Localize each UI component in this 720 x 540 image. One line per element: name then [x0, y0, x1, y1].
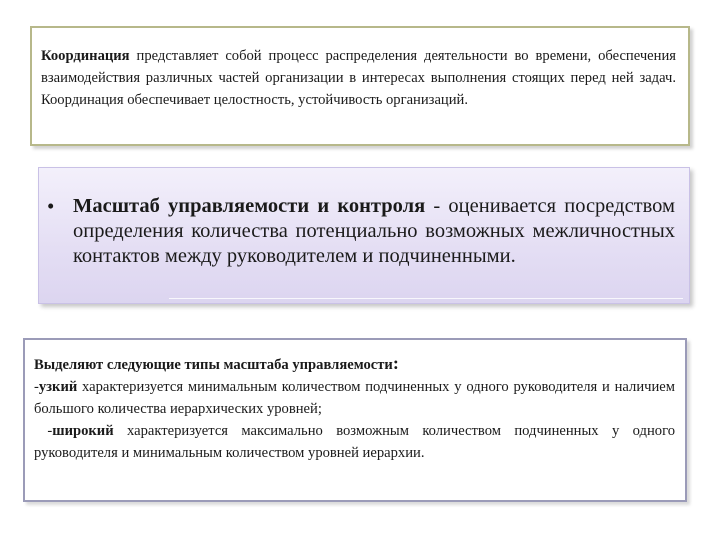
bullet-icon: • [47, 194, 55, 218]
decorative-divider [169, 298, 683, 299]
narrow-term: узкий [38, 379, 78, 395]
narrow-type-paragraph [34, 376, 675, 420]
coordination-paragraph [41, 45, 676, 111]
span-term: Масштаб управляемости и контроля [73, 195, 426, 217]
types-heading [34, 352, 675, 376]
wide-prefix: - [34, 423, 53, 439]
coordination-term: Координация [41, 48, 130, 64]
span-bullet-item [47, 194, 675, 269]
coordination-definition-box [30, 26, 690, 146]
wide-text: характеризуется максимально возможным количеством подчиненных у одного руководителя и минимальным количеством уровней иерархии. [34, 423, 675, 461]
span-text: - оценивается посредством определения количества потенциально возможных межличностных контактов между руководителем и подчиненными. [73, 195, 675, 267]
wide-type-paragraph [34, 420, 675, 464]
narrow-text: характеризуется минимальным количеством подчиненных у одного руководителя и наличием большого количества иерархических уровней; [34, 379, 675, 417]
span-types-box [23, 338, 687, 502]
span-paragraph [73, 194, 675, 269]
span-of-control-box [38, 167, 690, 304]
wide-term: широкий [52, 423, 114, 439]
coordination-text: представляет собой процесс распределения деятельности во времени, обеспечения взаимодействия различных частей организации в интересах выполнения стоящих перед ней задач. Координация обеспечивает целостность, устойчивость организаций. [41, 48, 676, 108]
narrow-prefix: - [34, 379, 39, 395]
types-heading-colon: : [392, 353, 399, 373]
types-heading-text: Выделяют следующие типы масштаба управляемости [34, 357, 393, 373]
